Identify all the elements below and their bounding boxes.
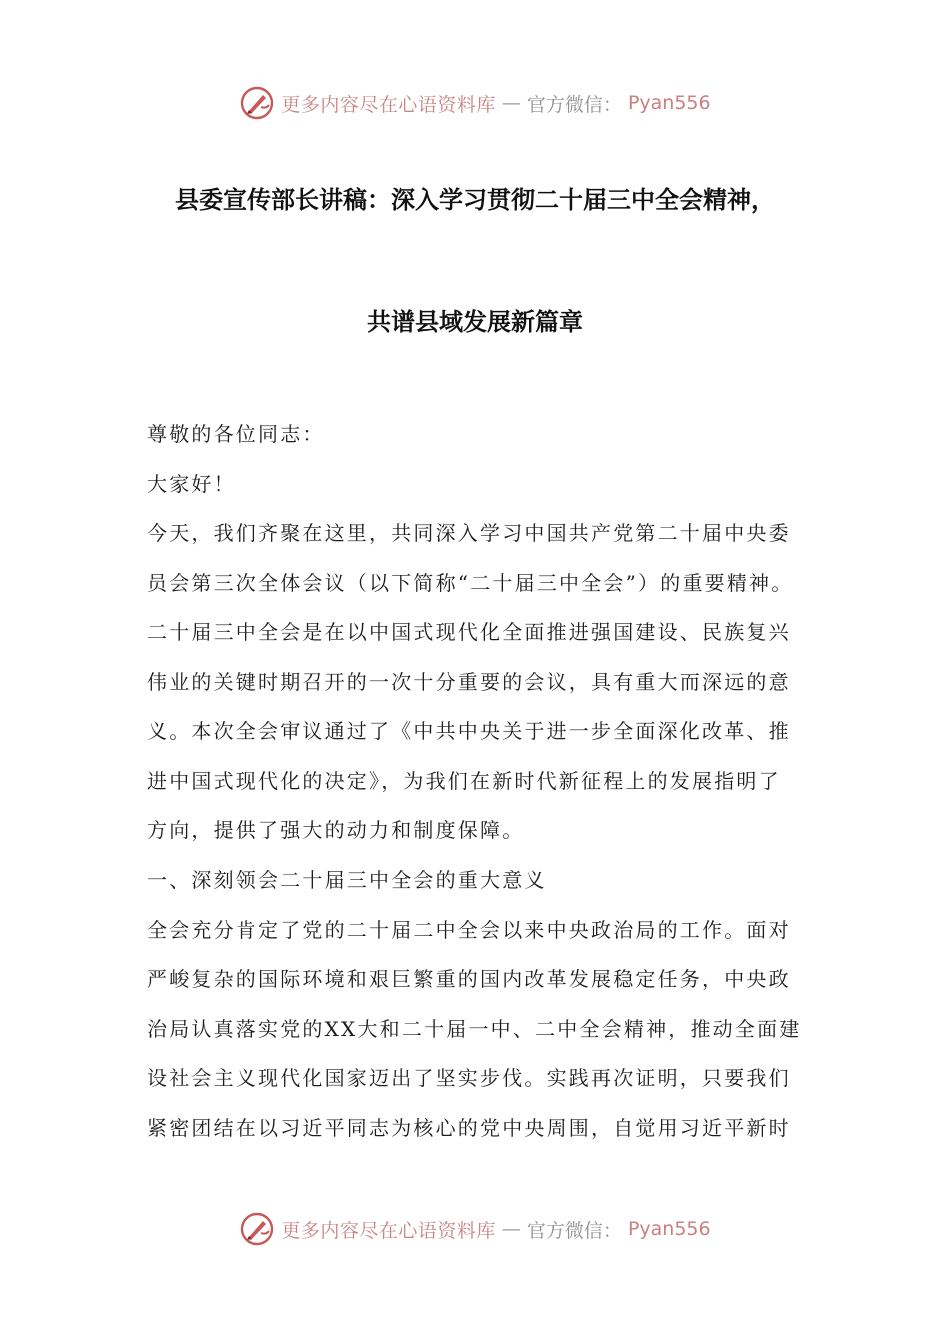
- banner-slogan: 更多内容尽在心语资料库: [281, 93, 496, 116]
- banner-dash: —: [501, 1218, 521, 1240]
- banner-wechat-id: Pyan556: [627, 1218, 711, 1240]
- salutation: 尊敬的各位同志：: [147, 422, 325, 446]
- banner-wechat-id: Pyan556: [627, 92, 711, 114]
- banner-wechat-label: 官方微信：: [526, 93, 622, 116]
- body-line: 紧密团结在以习近平同志为核心的党中央周围，自觉用习近平新时: [147, 1116, 791, 1140]
- banner-dash: —: [501, 92, 521, 114]
- body-line: 设社会主义现代化国家迈出了坚实步伐。实践再次证明，只要我们: [147, 1066, 791, 1090]
- greeting: 大家好！: [147, 472, 236, 496]
- body-line: 全会充分肯定了党的二十届二中全会以来中央政治局的工作。面对: [147, 918, 791, 942]
- body-line: 治局认真落实党的XX大和二十届一中、二中全会精神，推动全面建: [147, 1017, 802, 1041]
- pen-logo-icon: [239, 1211, 275, 1247]
- header-watermark-banner: [0, 80, 950, 126]
- document-title-line-1: 县委宣传部长讲稿：深入学习贯彻二十届三中全会精神，: [175, 186, 775, 214]
- body-line: 进中国式现代化的决定》，为我们在新时代新征程上的发展指明了: [147, 769, 781, 793]
- body-line: 方向，提供了强大的动力和制度保障。: [147, 818, 525, 842]
- body-line: 员会第三次全体会议（以下简称“二十届三中全会”）的重要精神。: [147, 571, 794, 595]
- body-line: 今天，我们齐聚在这里，共同深入学习中国共产党第二十届中央委: [147, 521, 791, 545]
- body-line: 严峻复杂的国际环境和艰巨繁重的国内改革发展稳定任务，中央政: [147, 967, 791, 991]
- pen-logo-icon: [239, 85, 275, 121]
- banner-slogan: 更多内容尽在心语资料库: [281, 1219, 496, 1242]
- body-line: 伟业的关键时期召开的一次十分重要的会议，具有重大而深远的意: [147, 670, 791, 694]
- banner-wechat-label: 官方微信：: [526, 1219, 622, 1242]
- section-heading: 一、深刻领会二十届三中全会的重大意义: [147, 868, 547, 892]
- footer-watermark-banner: [0, 1206, 950, 1252]
- document-title-line-2: 共谱县域发展新篇章: [367, 308, 583, 336]
- body-line: 二十届三中全会是在以中国式现代化全面推进强国建设、民族复兴: [147, 620, 791, 644]
- body-line: 义。本次全会审议通过了《中共中央关于进一步全面深化改革、推: [147, 719, 791, 743]
